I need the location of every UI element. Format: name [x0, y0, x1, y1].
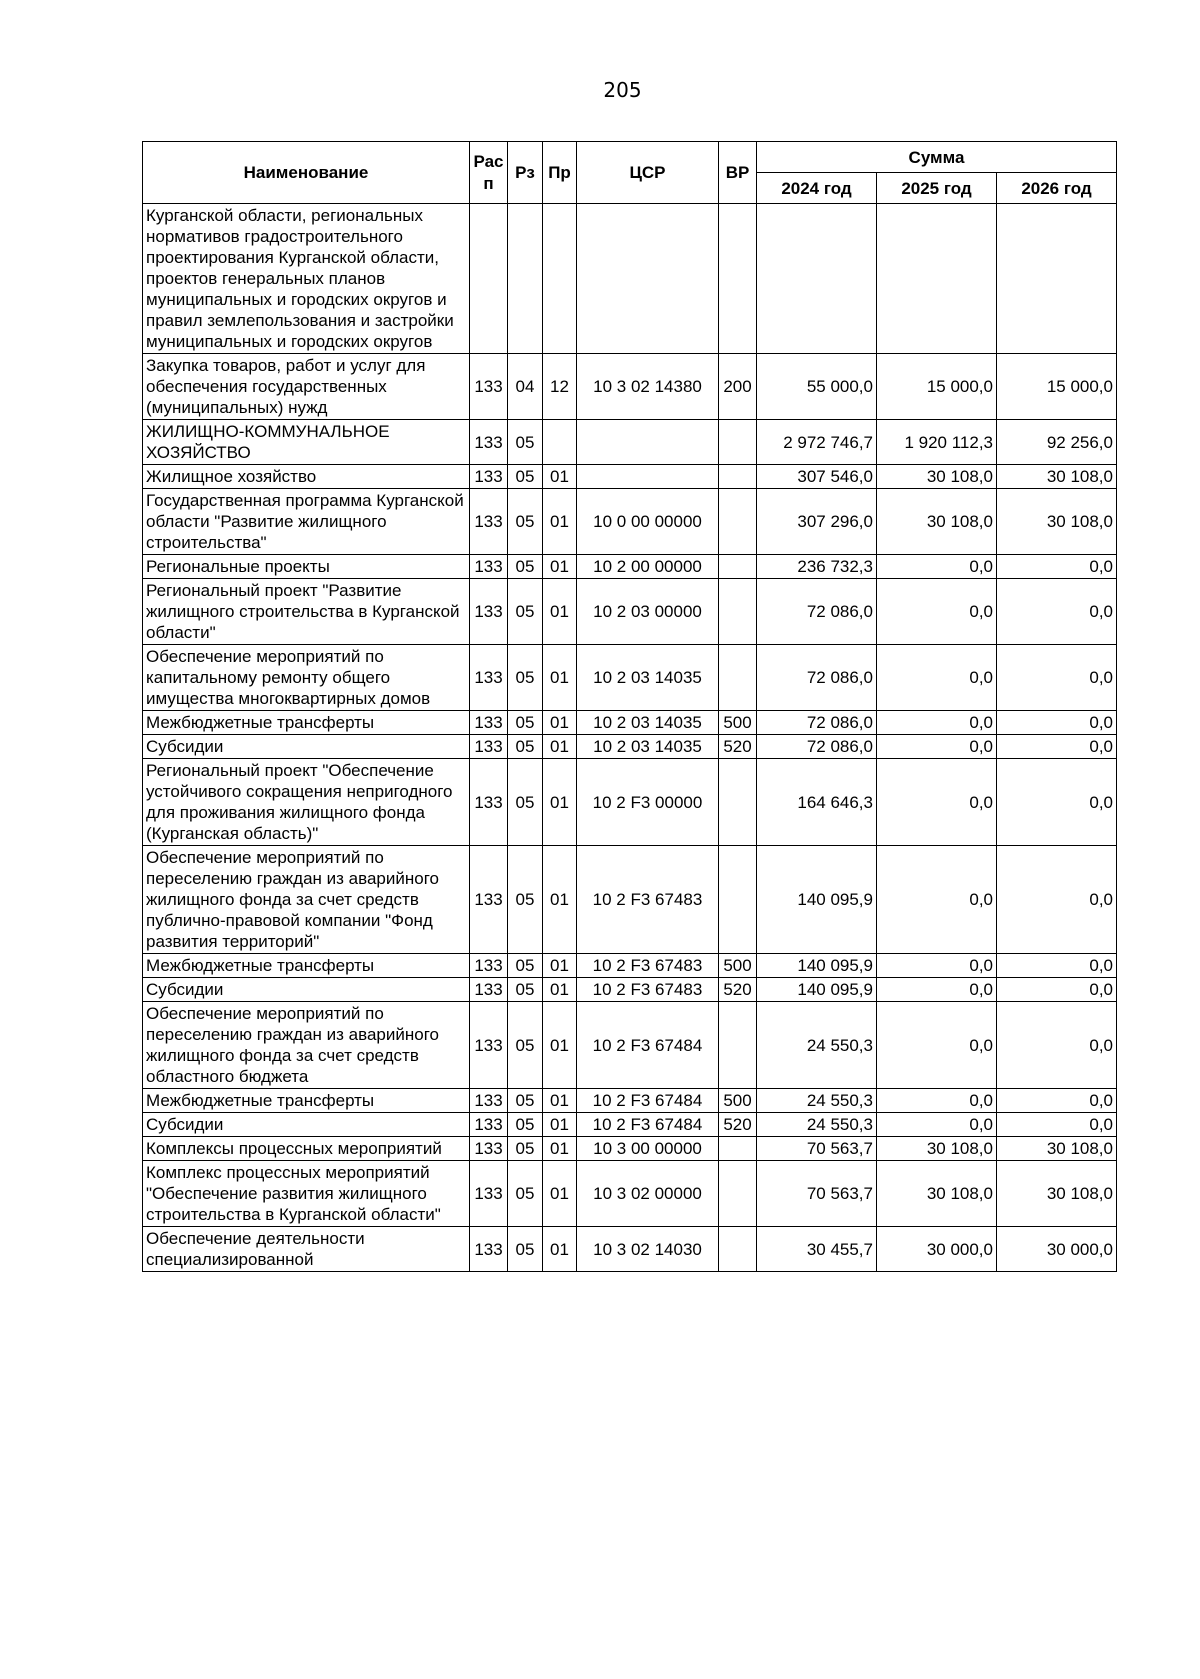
rasp-cell: 133: [470, 645, 508, 711]
pr-cell: 01: [543, 555, 577, 579]
csr-cell: 10 2 F3 67483: [577, 978, 719, 1002]
vr-cell: [719, 846, 757, 954]
vr-cell: 500: [719, 954, 757, 978]
rasp-cell: 133: [470, 1089, 508, 1113]
vr-cell: 500: [719, 1089, 757, 1113]
rasp-cell: [470, 204, 508, 354]
budget-table: [142, 141, 1117, 1272]
amount-2024-cell: 72 086,0: [757, 579, 877, 645]
pr-cell: 01: [543, 1113, 577, 1137]
amount-2025-cell: 0,0: [877, 978, 997, 1002]
rasp-cell: 133: [470, 579, 508, 645]
pr-cell: 01: [543, 489, 577, 555]
rz-cell: 04: [508, 354, 543, 420]
amount-2024-cell: 72 086,0: [757, 735, 877, 759]
csr-cell: 10 2 F3 67484: [577, 1089, 719, 1113]
amount-2026-cell: 92 256,0: [997, 420, 1117, 465]
rz-cell: [508, 204, 543, 354]
amount-2025-cell: 0,0: [877, 645, 997, 711]
name-cell: Региональные проекты: [143, 555, 470, 579]
pr-cell: 01: [543, 735, 577, 759]
rz-cell: 05: [508, 420, 543, 465]
rz-cell: 05: [508, 978, 543, 1002]
rz-cell: 05: [508, 1089, 543, 1113]
rasp-cell: 133: [470, 1137, 508, 1161]
pr-cell: 01: [543, 1227, 577, 1272]
name-cell: Жилищное хозяйство: [143, 465, 470, 489]
csr-cell: 10 2 F3 67483: [577, 954, 719, 978]
vr-cell: [719, 465, 757, 489]
csr-cell: 10 2 F3 67484: [577, 1113, 719, 1137]
pr-cell: 01: [543, 978, 577, 1002]
name-cell: Курганской области, региональных нормативов градостроительного проектирования Курганской области, проектов генеральных планов муниципальных и городских округов и правил землепользования и застройки муниципальных и городских округов: [143, 204, 470, 354]
vr-cell: [719, 645, 757, 711]
name-cell: Субсидии: [143, 1113, 470, 1137]
amount-2026-cell: 0,0: [997, 1089, 1117, 1113]
name-cell: Обеспечение деятельности специализированной: [143, 1227, 470, 1272]
header-summa: Сумма: [757, 142, 1117, 173]
amount-2026-cell: 0,0: [997, 846, 1117, 954]
rasp-cell: 133: [470, 711, 508, 735]
header-rz: Рз: [508, 142, 543, 204]
pr-cell: [543, 204, 577, 354]
table-body: [143, 204, 1117, 1272]
csr-cell: [577, 204, 719, 354]
rz-cell: 05: [508, 1227, 543, 1272]
table-row: [143, 735, 1117, 759]
name-cell: Обеспечение мероприятий по переселению граждан из аварийного жилищного фонда за счет средств областного бюджета: [143, 1002, 470, 1089]
csr-cell: 10 3 02 00000: [577, 1161, 719, 1227]
rz-cell: 05: [508, 846, 543, 954]
amount-2024-cell: 30 455,7: [757, 1227, 877, 1272]
csr-cell: 10 2 03 00000: [577, 579, 719, 645]
table-row: [143, 978, 1117, 1002]
pr-cell: 01: [543, 1089, 577, 1113]
amount-2025-cell: 30 108,0: [877, 1137, 997, 1161]
amount-2024-cell: 307 296,0: [757, 489, 877, 555]
header-name: Наименование: [143, 142, 470, 204]
pr-cell: 12: [543, 354, 577, 420]
table-row: [143, 1137, 1117, 1161]
pr-cell: 01: [543, 1161, 577, 1227]
table-row: [143, 759, 1117, 846]
pr-cell: 01: [543, 465, 577, 489]
header-csr: ЦСР: [577, 142, 719, 204]
name-cell: Межбюджетные трансферты: [143, 1089, 470, 1113]
table-row: [143, 1161, 1117, 1227]
rasp-cell: 133: [470, 735, 508, 759]
amount-2024-cell: 72 086,0: [757, 711, 877, 735]
amount-2026-cell: 0,0: [997, 978, 1117, 1002]
vr-cell: [719, 1002, 757, 1089]
header-year-2024: 2024 год: [757, 173, 877, 204]
name-cell: Региональный проект "Развитие жилищного строительства в Курганской области": [143, 579, 470, 645]
amount-2024-cell: 140 095,9: [757, 954, 877, 978]
rasp-cell: 133: [470, 846, 508, 954]
vr-cell: [719, 759, 757, 846]
amount-2024-cell: 307 546,0: [757, 465, 877, 489]
csr-cell: 10 3 00 00000: [577, 1137, 719, 1161]
amount-2024-cell: 24 550,3: [757, 1089, 877, 1113]
rasp-cell: 133: [470, 978, 508, 1002]
name-cell: Субсидии: [143, 735, 470, 759]
vr-cell: [719, 420, 757, 465]
vr-cell: [719, 1161, 757, 1227]
amount-2025-cell: 15 000,0: [877, 354, 997, 420]
table-row: [143, 465, 1117, 489]
pr-cell: 01: [543, 759, 577, 846]
rasp-cell: 133: [470, 1113, 508, 1137]
amount-2026-cell: 30 108,0: [997, 465, 1117, 489]
table-row: [143, 354, 1117, 420]
name-cell: Субсидии: [143, 978, 470, 1002]
amount-2026-cell: [997, 204, 1117, 354]
csr-cell: 10 2 03 14035: [577, 711, 719, 735]
name-cell: Региональный проект "Обеспечение устойчивого сокращения непригодного для проживания жилищного фонда (Курганская область)": [143, 759, 470, 846]
name-cell: Межбюджетные трансферты: [143, 954, 470, 978]
rz-cell: 05: [508, 759, 543, 846]
amount-2026-cell: 0,0: [997, 645, 1117, 711]
csr-cell: 10 3 02 14380: [577, 354, 719, 420]
name-cell: Закупка товаров, работ и услуг для обеспечения государственных (муниципальных) нужд: [143, 354, 470, 420]
vr-cell: [719, 204, 757, 354]
amount-2025-cell: 0,0: [877, 954, 997, 978]
amount-2024-cell: 24 550,3: [757, 1002, 877, 1089]
name-cell: Межбюджетные трансферты: [143, 711, 470, 735]
header-vr: ВР: [719, 142, 757, 204]
table-row: [143, 579, 1117, 645]
rz-cell: 05: [508, 735, 543, 759]
rasp-cell: 133: [470, 1002, 508, 1089]
amount-2024-cell: [757, 204, 877, 354]
amount-2025-cell: 0,0: [877, 711, 997, 735]
table-row: [143, 420, 1117, 465]
pr-cell: 01: [543, 1137, 577, 1161]
amount-2025-cell: 30 108,0: [877, 465, 997, 489]
table-row: [143, 711, 1117, 735]
name-cell: Комплекс процессных мероприятий "Обеспечение развития жилищного строительства в Курганской области": [143, 1161, 470, 1227]
vr-cell: [719, 1227, 757, 1272]
table-row: [143, 1002, 1117, 1089]
amount-2026-cell: 15 000,0: [997, 354, 1117, 420]
table-row: [143, 204, 1117, 354]
amount-2024-cell: 24 550,3: [757, 1113, 877, 1137]
amount-2026-cell: 0,0: [997, 954, 1117, 978]
pr-cell: 01: [543, 846, 577, 954]
amount-2026-cell: 0,0: [997, 711, 1117, 735]
vr-cell: 520: [719, 978, 757, 1002]
amount-2026-cell: 0,0: [997, 579, 1117, 645]
csr-cell: 10 2 03 14035: [577, 735, 719, 759]
rz-cell: 05: [508, 1161, 543, 1227]
table-row: [143, 1089, 1117, 1113]
amount-2024-cell: 2 972 746,7: [757, 420, 877, 465]
page-number: 205: [603, 78, 642, 102]
rasp-cell: 133: [470, 555, 508, 579]
amount-2026-cell: 30 108,0: [997, 1137, 1117, 1161]
header-rasp: Рас п: [470, 142, 508, 204]
rz-cell: 05: [508, 954, 543, 978]
amount-2024-cell: 140 095,9: [757, 978, 877, 1002]
amount-2025-cell: 30 108,0: [877, 489, 997, 555]
table-row: [143, 846, 1117, 954]
amount-2024-cell: 72 086,0: [757, 645, 877, 711]
table-row: [143, 1227, 1117, 1272]
amount-2025-cell: 0,0: [877, 555, 997, 579]
pr-cell: 01: [543, 645, 577, 711]
header-pr: Пр: [543, 142, 577, 204]
table-row: [143, 555, 1117, 579]
amount-2024-cell: 70 563,7: [757, 1161, 877, 1227]
rz-cell: 05: [508, 555, 543, 579]
amount-2026-cell: 30 000,0: [997, 1227, 1117, 1272]
pr-cell: 01: [543, 954, 577, 978]
vr-cell: 500: [719, 711, 757, 735]
rz-cell: 05: [508, 1113, 543, 1137]
table-row: [143, 489, 1117, 555]
vr-cell: [719, 555, 757, 579]
name-cell: Государственная программа Курганской области "Развитие жилищного строительства": [143, 489, 470, 555]
amount-2025-cell: 1 920 112,3: [877, 420, 997, 465]
pr-cell: 01: [543, 1002, 577, 1089]
rasp-cell: 133: [470, 1227, 508, 1272]
amount-2025-cell: 0,0: [877, 579, 997, 645]
name-cell: Обеспечение мероприятий по капитальному ремонту общего имущества многоквартирных домов: [143, 645, 470, 711]
csr-cell: 10 3 02 14030: [577, 1227, 719, 1272]
pr-cell: 01: [543, 579, 577, 645]
csr-cell: 10 2 00 00000: [577, 555, 719, 579]
amount-2025-cell: 0,0: [877, 1089, 997, 1113]
csr-cell: [577, 420, 719, 465]
rasp-cell: 133: [470, 954, 508, 978]
rasp-cell: 133: [470, 354, 508, 420]
table-row: [143, 645, 1117, 711]
amount-2025-cell: 0,0: [877, 1002, 997, 1089]
amount-2024-cell: 236 732,3: [757, 555, 877, 579]
amount-2026-cell: 0,0: [997, 759, 1117, 846]
amount-2026-cell: 0,0: [997, 555, 1117, 579]
amount-2025-cell: 30 000,0: [877, 1227, 997, 1272]
amount-2025-cell: 0,0: [877, 735, 997, 759]
amount-2025-cell: 0,0: [877, 759, 997, 846]
rz-cell: 05: [508, 579, 543, 645]
table-row: [143, 1113, 1117, 1137]
vr-cell: 200: [719, 354, 757, 420]
header-year-2026: 2026 год: [997, 173, 1117, 204]
amount-2025-cell: 30 108,0: [877, 1161, 997, 1227]
vr-cell: 520: [719, 1113, 757, 1137]
csr-cell: 10 2 03 14035: [577, 645, 719, 711]
rasp-cell: 133: [470, 1161, 508, 1227]
vr-cell: [719, 579, 757, 645]
csr-cell: [577, 465, 719, 489]
rz-cell: 05: [508, 1002, 543, 1089]
header-year-2025: 2025 год: [877, 173, 997, 204]
csr-cell: 10 2 F3 00000: [577, 759, 719, 846]
table-row: [143, 954, 1117, 978]
name-cell: ЖИЛИЩНО-КОММУНАЛЬНОЕ ХОЗЯЙСТВО: [143, 420, 470, 465]
rasp-cell: 133: [470, 420, 508, 465]
vr-cell: 520: [719, 735, 757, 759]
csr-cell: 10 0 00 00000: [577, 489, 719, 555]
amount-2024-cell: 55 000,0: [757, 354, 877, 420]
amount-2026-cell: 0,0: [997, 1113, 1117, 1137]
amount-2025-cell: 0,0: [877, 846, 997, 954]
rz-cell: 05: [508, 489, 543, 555]
amount-2026-cell: 30 108,0: [997, 1161, 1117, 1227]
amount-2026-cell: 0,0: [997, 735, 1117, 759]
amount-2024-cell: 140 095,9: [757, 846, 877, 954]
vr-cell: [719, 489, 757, 555]
csr-cell: 10 2 F3 67483: [577, 846, 719, 954]
name-cell: Обеспечение мероприятий по переселению граждан из аварийного жилищного фонда за счет средств публично-правовой компании "Фонд развития территорий": [143, 846, 470, 954]
vr-cell: [719, 1137, 757, 1161]
amount-2024-cell: 164 646,3: [757, 759, 877, 846]
rz-cell: 05: [508, 645, 543, 711]
rasp-cell: 133: [470, 759, 508, 846]
rz-cell: 05: [508, 1137, 543, 1161]
rz-cell: 05: [508, 711, 543, 735]
amount-2024-cell: 70 563,7: [757, 1137, 877, 1161]
amount-2025-cell: [877, 204, 997, 354]
rasp-cell: 133: [470, 465, 508, 489]
csr-cell: 10 2 F3 67484: [577, 1002, 719, 1089]
rasp-cell: 133: [470, 489, 508, 555]
amount-2026-cell: 0,0: [997, 1002, 1117, 1089]
name-cell: Комплексы процессных мероприятий: [143, 1137, 470, 1161]
amount-2025-cell: 0,0: [877, 1113, 997, 1137]
amount-2026-cell: 30 108,0: [997, 489, 1117, 555]
pr-cell: [543, 420, 577, 465]
pr-cell: 01: [543, 711, 577, 735]
rz-cell: 05: [508, 465, 543, 489]
